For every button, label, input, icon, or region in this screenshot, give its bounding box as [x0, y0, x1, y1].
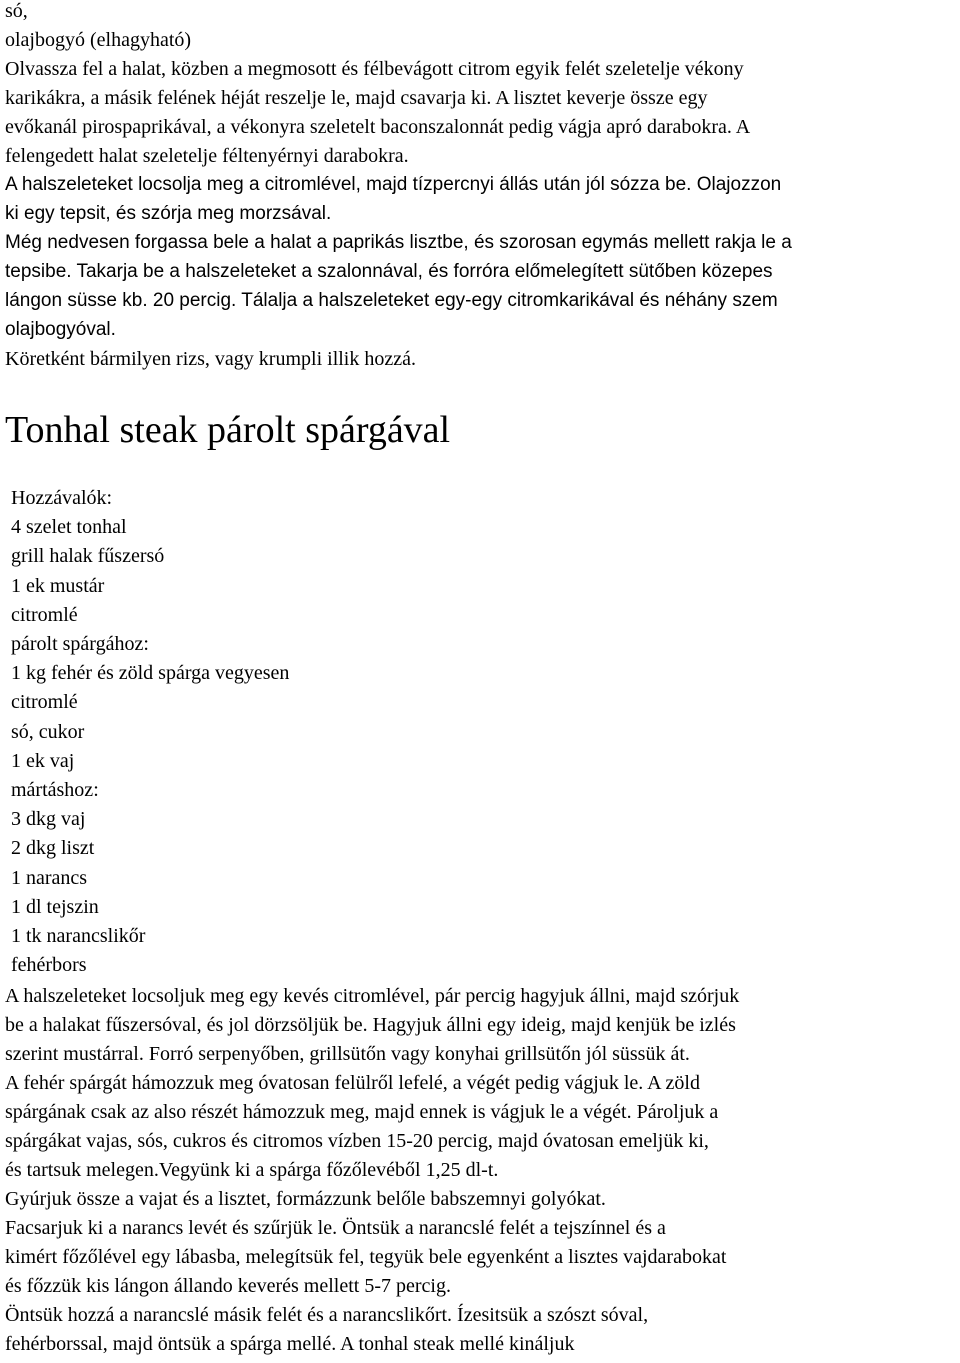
ingredient-item: fehérbors: [11, 954, 87, 977]
text-line: Öntsük hozzá a narancslé másik felét és a narancslikőrt. Ízesitsük a szószt sóval,: [5, 1304, 649, 1326]
ingredient-item: grill halak fűszersó: [11, 545, 165, 568]
ingredient-list: [11, 484, 289, 980]
text-line: A fehér spárgát hámozzuk meg óvatosan felülről lefelé, a végét pedig vágjuk le. A zöld: [5, 1072, 700, 1094]
text-line: és tartsuk melegen.Vegyünk ki a spárga főzőlevéből 1,25 dl-t.: [5, 1159, 499, 1181]
ingredient-item: 1 ek vaj: [11, 749, 75, 772]
text-line: karikákra, a másik felének héját reszelje le, majd csavarja ki. A lisztet keverje össze egy: [5, 87, 708, 109]
text-line: és főzzük kis lángon állando keverés mellett 5-7 percig.: [5, 1275, 451, 1297]
text-line: tepsibe. Takarja be a halszeleteket a szalonnával, és forróra előmelegített sütőben közepes: [5, 261, 773, 282]
text-line: spárgának csak az also részét hámozzuk meg, majd ennek is vágjuk le a végét. Pároljuk a: [5, 1101, 719, 1123]
ingredient-item: só, cukor: [11, 720, 85, 743]
text-line: fehérborssal, majd öntsük a spárga mellé. A tonhal steak mellé kináljuk: [5, 1333, 575, 1355]
text-line: A halszeleteket locsoljuk meg egy kevés citromlével, pár percig hagyjuk állni, majd szórjuk: [5, 985, 740, 1007]
text-line: Még nedvesen forgassa bele a halat a paprikás lisztbe, és szorosan egymás mellett rakja le a: [5, 232, 792, 253]
previous-recipe-ingredient-tail: [5, 0, 750, 171]
text-line: Facsarjuk ki a narancs levét és szűrjük le. Öntsük a narancslé felét a tejszínnel és a: [5, 1217, 666, 1239]
ingredient-subheading: párolt spárgához:: [11, 633, 149, 656]
ingredient-item: 1 ek mustár: [11, 574, 105, 597]
ingredient-heading: Hozzávalók:: [11, 487, 113, 509]
ingredient-item: citromlé: [11, 691, 78, 714]
text-line: lángon süsse kb. 20 percig. Tálalja a halszeleteket egy-egy citromkarikával és néhány szem: [5, 290, 778, 311]
ingredient-item: 1 dl tejszin: [11, 895, 99, 918]
recipe-instructions: [5, 982, 739, 1359]
text-line: kimért főzőlével egy lábasba, melegítsük fel, tegyük bele egyenként a lisztes vajdarabokat: [5, 1246, 727, 1268]
ingredient-subheading: mártáshoz:: [11, 779, 99, 802]
ingredient-item: 4 szelet tonhal: [11, 516, 127, 539]
text-line: Gyúrjuk össze a vajat és a lisztet, formázzunk belőle babszemnyi golyókat.: [5, 1188, 606, 1210]
ingredient-item: 1 tk narancslikőr: [11, 925, 146, 948]
ingredient-item: 2 dkg liszt: [11, 837, 95, 860]
ingredient-item: citromlé: [11, 603, 78, 626]
text-line: evőkanál pirospaprikával, a vékonyra szeletelt baconszalonnát pedig vágja apró darabokra. A: [5, 116, 751, 138]
text-line: olajbogyó (elhagyható): [5, 29, 192, 51]
text-line: spárgákat vajas, sós, cukros és citromos vízben 15-20 percig, majd óvatosan emeljük ki,: [5, 1130, 709, 1152]
text-line: A halszeleteket locsolja meg a citromlével, majd tízpercnyi állás után jól sózza be. Olajozzon: [5, 174, 782, 195]
ingredient-item: 3 dkg vaj: [11, 808, 86, 831]
previous-recipe-instructions: [5, 170, 792, 344]
text-line: Köretként bármilyen rizs, vagy krumpli illik hozzá.: [5, 348, 416, 370]
text-line: só,: [5, 0, 28, 22]
text-line: ki egy tepsit, és szórja meg morzsával.: [5, 203, 332, 224]
ingredient-item: 1 kg fehér és zöld spárga vegyesen: [11, 662, 290, 685]
text-line: szerint mustárral. Forró serpenyőben, grillsütőn vagy konyhai grillsütőn jól süssük át.: [5, 1043, 690, 1065]
text-line: be a halakat fűszersóval, és jol dörzsöljük be. Hagyjuk állni egy ideig, majd kenjük be izlés: [5, 1014, 736, 1036]
text-line: olajbogyóval.: [5, 319, 116, 340]
recipe-title: Tonhal steak párolt spárgával: [5, 409, 451, 451]
previous-recipe-serving-note: [5, 345, 416, 374]
ingredient-item: 1 narancs: [11, 866, 88, 889]
text-line: felengedett halat szeletelje féltenyérnyi darabokra.: [5, 145, 409, 167]
text-line: Olvassza fel a halat, közben a megmosott és félbevágott citrom egyik felét szeletelje vékony: [5, 58, 744, 80]
